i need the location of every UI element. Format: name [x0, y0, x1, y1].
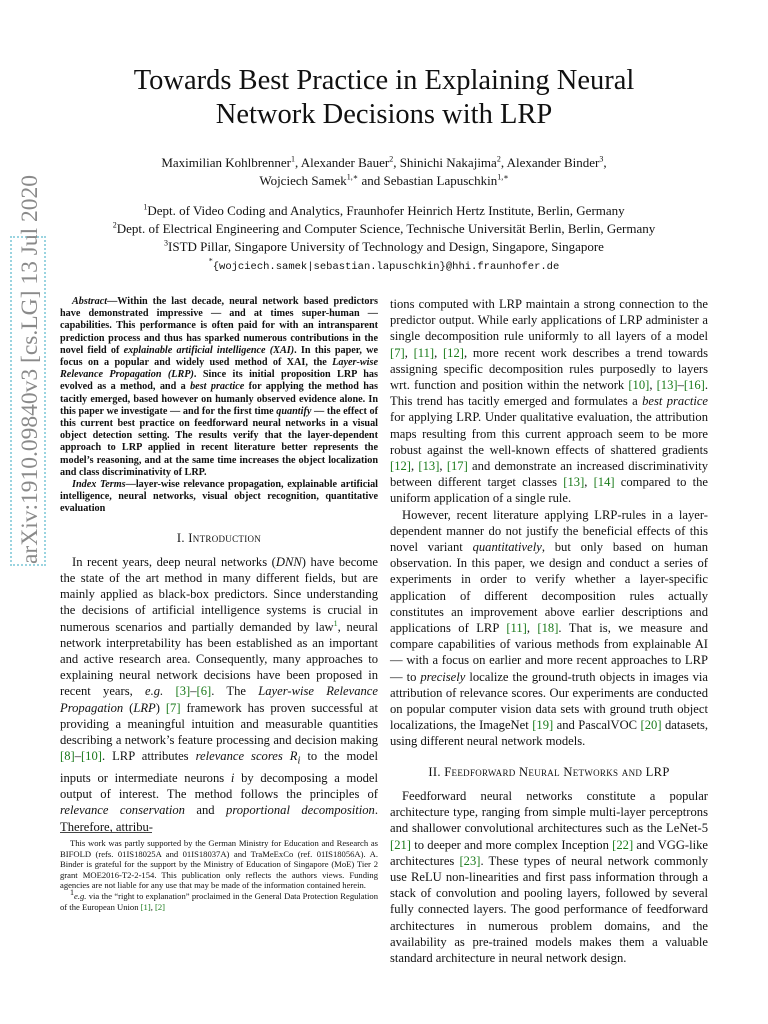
citation-link[interactable]: [22] [612, 837, 634, 852]
footnote-rule [60, 832, 152, 833]
author-name: Maximilian Kohlbrenner [161, 155, 291, 170]
text: – [74, 749, 81, 764]
affiliation-text: ISTD Pillar, Singapore University of Technology and Design, Singapore, Singapore [168, 239, 604, 254]
author-sup: 3 [599, 154, 604, 164]
author-name: Shinichi Nakajima [399, 155, 497, 170]
text: . LRP attributes [101, 749, 196, 764]
text: and VGG-like architectures [390, 837, 709, 868]
emph: relevance conservation [60, 803, 185, 818]
citation-link[interactable]: [3] [175, 684, 191, 699]
citation-link[interactable]: [10] [628, 378, 650, 393]
text: and demonstrate an increased discriminativity between different target classes [390, 459, 709, 490]
footnote-link[interactable]: 1 [333, 618, 338, 628]
abstract-text: . Since its initial proposition LRP has evolved as a method, and a [60, 369, 378, 393]
text: . Therefore, attribu- [60, 803, 378, 834]
abstract-emph: best practice [190, 381, 245, 393]
author-name: Sebastian Lapuschkin [383, 173, 498, 188]
emph: precisely [420, 669, 466, 684]
intro-paragraph [60, 554, 378, 835]
title-line-2: Network Decisions with LRP [215, 99, 553, 130]
abstract-emph: explainable artificial intelligence (XAI) [123, 344, 295, 356]
section-heading-introduction [60, 530, 378, 546]
author-sup: 1,∗ [497, 172, 509, 182]
emph: i [230, 771, 235, 786]
text: , [410, 459, 419, 474]
text: and [184, 803, 227, 818]
affiliation-sup: 2 [112, 220, 117, 230]
section-title: Feedforward Neural Networks and LRP [444, 764, 670, 779]
paper-title [70, 64, 698, 132]
footnote-number: 1 [70, 888, 74, 898]
text: , [439, 459, 447, 474]
text: , [649, 378, 657, 393]
affiliation-text: Dept. of Video Coding and Analytics, Fraunhofer Heinrich Hertz Institute, Berlin, Germany [147, 203, 625, 218]
footnote-1 [60, 888, 378, 912]
text: – [677, 378, 684, 393]
author-name: Alexander Bauer [300, 155, 390, 170]
emph: DNN [275, 554, 302, 569]
text: localize the ground-truth objects in images via attribution of relevance scores. Our experiments are conducted on popular computer vision data sets with ground truth object localizations, the ImageNet [390, 669, 709, 733]
citation-link[interactable]: [1] [140, 901, 151, 912]
text: ) [155, 700, 166, 715]
funding-note: This work was partly supported by the German Ministry for Education and Research as BIFOLD (refs. 01IS18025A and 01IS18037A) and TraMeExCo (ref. 01IS18056A). A. Binder is grateful for the support by the Ministry of Education of Singapore (MoE) Tier 2 grant MOE2016-T2-2-154. This publication only reflects the authors views. Funding agencies are not liable for any use that may be made of the information contained herein. [60, 838, 378, 891]
emph: e.g. [145, 684, 164, 699]
abstract [60, 296, 378, 516]
abstract-emph: quantify [276, 405, 312, 417]
abstract-text: —Within the last decade, neural network based predictors have demonstrated impressive — and at times super-human — capabilities. This performance is often paid for with an intransparent prediction process and thus has sparked numerous contributions in the novel field of [60, 296, 378, 356]
text: . That is, we measure and compare capabilities of various methods from explainable AI — with a focus on earlier and more recent approaches to LRP — to [390, 621, 708, 684]
citation-link[interactable]: [13] [563, 475, 585, 490]
affiliation-text: Dept. of Electrical Engineering and Computer Science, Technische Universität Berlin, Berlin, Germany [116, 221, 656, 236]
subscript: i [297, 755, 301, 767]
citation-link[interactable]: [10] [80, 749, 102, 764]
author-sup: 1 [290, 154, 295, 164]
citation-link[interactable]: [12] [442, 345, 464, 360]
citation-link[interactable]: [12] [390, 459, 411, 474]
text: Feedforward neural networks constitute a popular architecture type, ranging from simple multi-layer perceptrons and shallower convolutional architectures such as the LeNet-5 [390, 788, 708, 836]
emph: proportional decomposition [226, 803, 375, 818]
abstract-emph: Layer-wise Relevance Propagation (LRP) [60, 357, 378, 381]
paragraph [390, 788, 708, 966]
index-terms [60, 479, 378, 516]
footnotes [60, 838, 378, 912]
text: , neural network interpretability has been established as an important and active research area. Consequently, many approaches to explaining neural network decisions have been proposed in recent years, [60, 619, 379, 699]
section-heading-feedforward [390, 764, 708, 780]
citation-link[interactable]: [23] [459, 853, 481, 868]
text: to deeper and more complex Inception [410, 837, 613, 852]
author-sup: 1,∗ [346, 172, 359, 182]
title-line-1: Towards Best Practice in Explaining Neural [133, 65, 635, 96]
text: datasets, using different neural network models. [390, 718, 708, 749]
index-terms-label: Index Terms [72, 479, 126, 491]
abstract-label: Abstract [72, 296, 108, 307]
citation-link[interactable]: [20] [640, 718, 662, 733]
author-name: Wojciech Samek [259, 173, 347, 188]
citation-link[interactable]: [13] [656, 378, 678, 393]
text: – [190, 684, 197, 699]
text: , [150, 901, 155, 912]
text: for applying LRP. Under qualitative evaluation, the attribution maps resulting from this current approach seem to be more robust against the well-known effects of shattered gradients [390, 410, 708, 457]
emph: Layer-wise Relevance Propagation [60, 684, 378, 715]
text: However, recent literature applying LRP-rules in a layer-dependent manner do not justify the beneficial effects of this novel variant [390, 507, 708, 555]
right-column [390, 296, 708, 966]
text: . This trend has tacitly emerged and formulates a [390, 378, 708, 409]
text: , [584, 475, 594, 490]
citation-link[interactable]: [14] [593, 475, 615, 490]
emph: best practice [642, 394, 708, 409]
text: tions computed with LRP maintain a strong connection to the predictor output. While early applications of LRP administer a single decomposition rule uniformly to all layers of a model [390, 297, 708, 344]
affiliation-1 [60, 202, 708, 220]
text: , [434, 345, 443, 360]
affiliation-sup: 3 [164, 238, 169, 248]
citation-link[interactable]: [17] [446, 459, 468, 474]
text: compared to the uniform application of a single rule. [390, 475, 709, 506]
text: , [404, 345, 414, 360]
abstract-text: for applying the method has tacitly emerged, based however on humanly observed evidence alone. In this paper we investigate — and for the first time [60, 381, 378, 417]
section-title: Introduction [188, 530, 262, 545]
author-list [70, 154, 698, 190]
citation-link[interactable]: [16] [683, 378, 705, 393]
author-sup: 2 [389, 154, 394, 164]
author-line-2 [70, 172, 698, 190]
text: , more recent work describes a trend towards assigning specific decomposition rules purposedly to layers wrt. function and position within the network [390, 345, 709, 393]
affiliations [60, 202, 708, 276]
emph: LRP [133, 700, 156, 715]
text: , but only based on human observation. In this paper, we design and conduct a series of experiments in order to verify whether a layer-specific application of different decomposition rules actually constitutes an improvement above earlier descriptions and applications of LRP [390, 540, 708, 636]
text: via the “right to explanation” proclaimed in the General Data Protection Regulation of the European Union [60, 890, 378, 912]
text: . These types of neural network commonly use ReLU non-linearities and first pass information through a stack of convolution and pooling layers, followed by several fully connected layers. The good performance of feedforward architectures in numerous problem domains, and the availability as pre-trained models makes them a valuable standard architecture in neural network design. [390, 853, 708, 965]
email-sup: * [208, 256, 213, 266]
emph: relevance scores R [195, 749, 298, 764]
author-name: Alexander Binder [506, 155, 600, 170]
citation-link[interactable]: [7] [165, 700, 181, 715]
text: . The [211, 684, 259, 699]
citation-link[interactable]: [11] [506, 621, 527, 636]
author-and: and [361, 173, 381, 188]
citation-link[interactable]: [8] [60, 749, 75, 764]
citation-link[interactable]: [6] [196, 684, 212, 699]
citation-link[interactable]: [7] [390, 345, 405, 360]
index-terms-text: —layer-wise relevance propagation, explainable artificial intelligence, neural networks, visual object recognition, quantitative evaluation [60, 479, 378, 515]
emph: e.g. [74, 890, 87, 901]
arxiv-stamp: arXiv:1910.09840v3 [cs.LG] 13 Jul 2020 [10, 236, 46, 566]
left-column [60, 296, 378, 835]
text: ) have become the state of the art method in many different fields, but are mainly applied as black-box predictors. Since understanding the decisions of artificial intelligence systems is crucial in numerous scenarios and partially demanded by law [60, 554, 378, 634]
text: by decomposing a model output of interest. The method follows the principles of [60, 771, 378, 802]
paragraph [390, 296, 708, 507]
email-text: {wojciech.samek|sebastian.lapuschkin}@hhi.fraunhofer.de [212, 261, 560, 273]
citation-link[interactable]: [13] [418, 459, 440, 474]
citation-link[interactable]: [2] [155, 901, 166, 912]
abstract-text: — the effect of this current best practice on feedforward neural networks in a visual object detection setting. The results verify that the layer-dependent approach to LRP applied in recent literature better represents the model’s reasoning, and at the same time increases the object localization and class discriminativity of LRP. [60, 405, 378, 478]
section-number: II. [428, 764, 445, 779]
citation-link[interactable]: [11] [413, 345, 435, 360]
citation-link[interactable]: [19] [532, 718, 554, 733]
text: and PascalVOC [553, 718, 641, 733]
paragraph [390, 507, 708, 750]
text: framework has proven successful at providing a meaningful intuition and measurable quantities describing a network’s feature processing and decision making [60, 700, 379, 748]
emph: quantitatively [472, 540, 542, 555]
affiliation-3 [60, 238, 708, 256]
text: ( [123, 700, 134, 715]
citation-link[interactable]: [18] [537, 621, 559, 636]
affiliation-sup: 1 [143, 202, 148, 212]
text: to the model inputs or intermediate neurons [60, 749, 378, 786]
text: In recent years, deep neural networks ( [72, 554, 276, 569]
section-number: I. [176, 530, 189, 545]
citation-link[interactable]: [21] [390, 837, 411, 852]
author-line-1: Maximilian Kohlbrenner$^1$, Alexander Bauer$^2$, Shinichi Nakajima$^2$, Alexander Binder$^3$, [161, 154, 607, 170]
abstract-text: . In this paper, we focus on a popular and widely used method of XAI, the [60, 344, 378, 369]
affiliation-2 [60, 220, 708, 238]
text: , [526, 621, 538, 636]
contact-email [60, 256, 708, 276]
author-sup: 2 [496, 154, 501, 164]
